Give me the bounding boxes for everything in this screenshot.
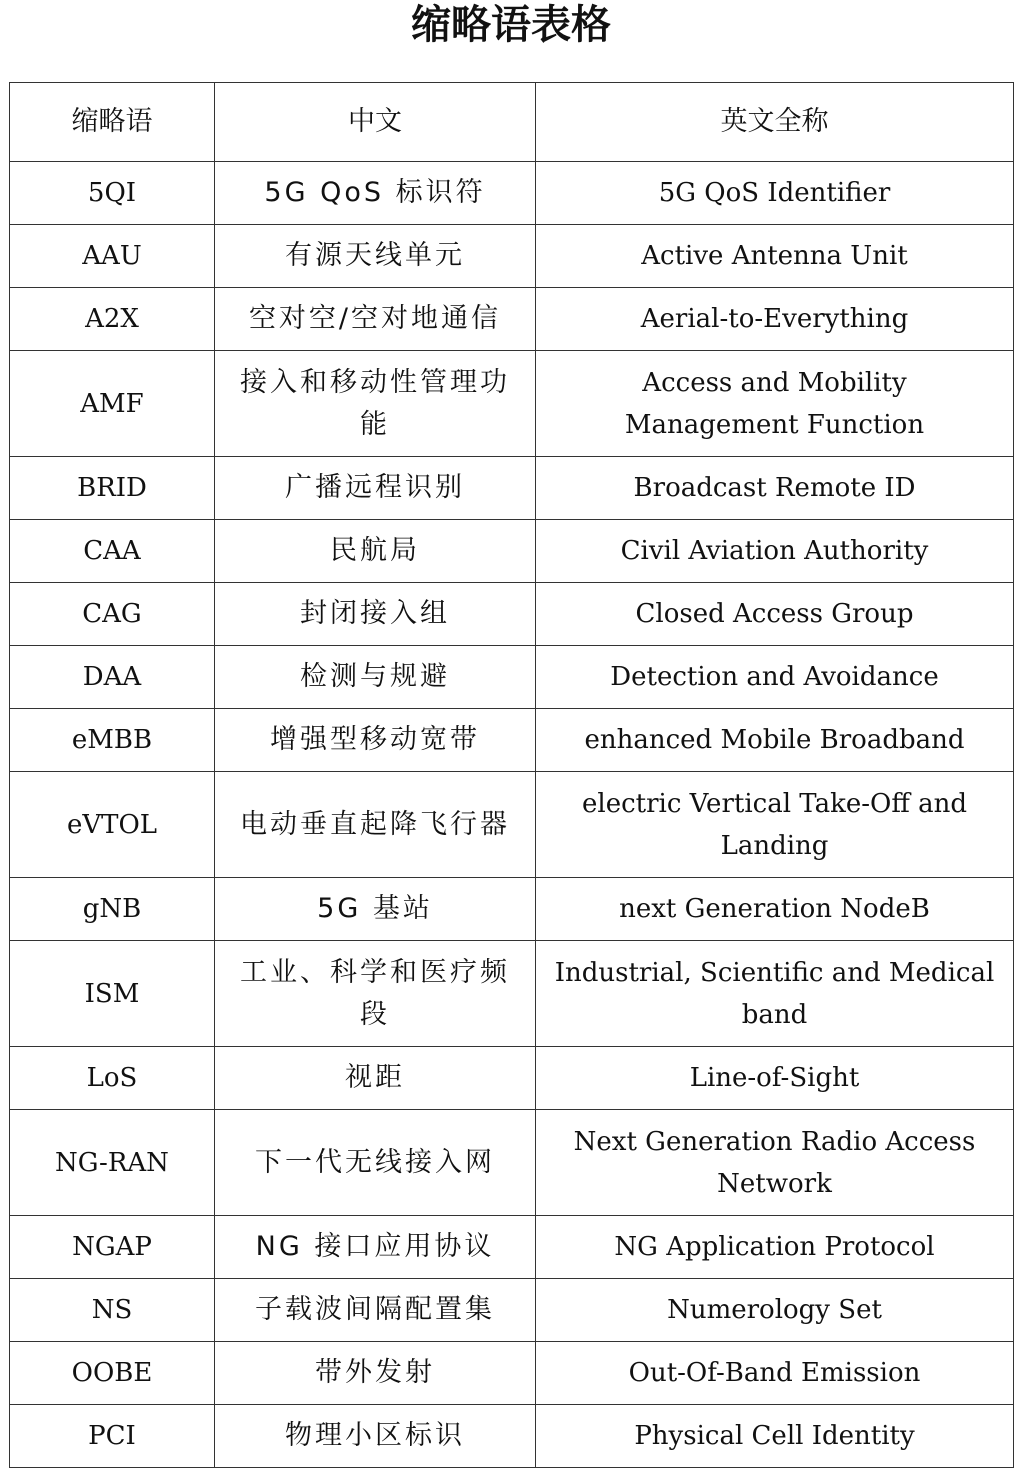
table-row bbox=[10, 1342, 1014, 1405]
table-row bbox=[10, 1110, 1014, 1216]
english-cell: Physical Cell Identity bbox=[536, 1405, 1014, 1468]
table-row bbox=[10, 878, 1014, 941]
english-cell: Active Antenna Unit bbox=[536, 225, 1014, 288]
table-row bbox=[10, 1405, 1014, 1468]
chinese-cell: 接入和移动性管理功能 bbox=[215, 351, 536, 457]
chinese-cell: 带外发射 bbox=[215, 1342, 536, 1405]
table-row bbox=[10, 288, 1014, 351]
english-cell: NG Application Protocol bbox=[536, 1216, 1014, 1279]
abbr-cell: AAU bbox=[10, 225, 215, 288]
table-row bbox=[10, 225, 1014, 288]
chinese-cell: 广播远程识别 bbox=[215, 457, 536, 520]
table-row bbox=[10, 583, 1014, 646]
chinese-cell: 电动垂直起降飞行器 bbox=[215, 772, 536, 878]
table-row bbox=[10, 1279, 1014, 1342]
english-cell: Access and Mobility Management Function bbox=[536, 351, 1014, 457]
english-cell: Aerial-to-Everything bbox=[536, 288, 1014, 351]
table-row bbox=[10, 941, 1014, 1047]
abbr-cell: BRID bbox=[10, 457, 215, 520]
english-cell: Detection and Avoidance bbox=[536, 646, 1014, 709]
english-cell: next Generation NodeB bbox=[536, 878, 1014, 941]
table-row bbox=[10, 162, 1014, 225]
chinese-cell: 增强型移动宽带 bbox=[215, 709, 536, 772]
chinese-cell: 物理小区标识 bbox=[215, 1405, 536, 1468]
abbr-cell: AMF bbox=[10, 351, 215, 457]
chinese-cell: 下一代无线接入网 bbox=[215, 1110, 536, 1216]
table-header-row bbox=[10, 83, 1014, 162]
abbr-cell: A2X bbox=[10, 288, 215, 351]
abbr-cell: eVTOL bbox=[10, 772, 215, 878]
chinese-cell: 空对空/空对地通信 bbox=[215, 288, 536, 351]
chinese-cell: 工业、科学和医疗频段 bbox=[215, 941, 536, 1047]
english-cell: 5G QoS Identifier bbox=[536, 162, 1014, 225]
english-cell: Next Generation Radio Access Network bbox=[536, 1110, 1014, 1216]
table-row bbox=[10, 709, 1014, 772]
abbr-cell: NGAP bbox=[10, 1216, 215, 1279]
page-title: 缩略语表格 bbox=[411, 2, 611, 48]
abbr-cell: PCI bbox=[10, 1405, 215, 1468]
chinese-cell: 民航局 bbox=[215, 520, 536, 583]
chinese-cell: 5G 基站 bbox=[215, 878, 536, 941]
english-cell: Out-Of-Band Emission bbox=[536, 1342, 1014, 1405]
table-row bbox=[10, 351, 1014, 457]
abbr-cell: NS bbox=[10, 1279, 215, 1342]
abbr-cell: gNB bbox=[10, 878, 215, 941]
chinese-cell: 检测与规避 bbox=[215, 646, 536, 709]
english-cell: enhanced Mobile Broadband bbox=[536, 709, 1014, 772]
chinese-cell: NG 接口应用协议 bbox=[215, 1216, 536, 1279]
header-english: 英文全称 bbox=[536, 83, 1014, 162]
abbr-cell: CAG bbox=[10, 583, 215, 646]
english-cell: Civil Aviation Authority bbox=[536, 520, 1014, 583]
english-cell: electric Vertical Take-Off and Landing bbox=[536, 772, 1014, 878]
chinese-cell: 封闭接入组 bbox=[215, 583, 536, 646]
abbr-cell: eMBB bbox=[10, 709, 215, 772]
abbr-cell: ISM bbox=[10, 941, 215, 1047]
chinese-cell: 有源天线单元 bbox=[215, 225, 536, 288]
abbr-cell: NG-RAN bbox=[10, 1110, 215, 1216]
chinese-cell: 子载波间隔配置集 bbox=[215, 1279, 536, 1342]
header-abbr: 缩略语 bbox=[10, 83, 215, 162]
table-row bbox=[10, 646, 1014, 709]
table-row bbox=[10, 1047, 1014, 1110]
chinese-cell: 视距 bbox=[215, 1047, 536, 1110]
table-row bbox=[10, 520, 1014, 583]
english-cell: Numerology Set bbox=[536, 1279, 1014, 1342]
english-cell: Broadcast Remote ID bbox=[536, 457, 1014, 520]
abbr-cell: CAA bbox=[10, 520, 215, 583]
chinese-cell: 5G QoS 标识符 bbox=[215, 162, 536, 225]
abbr-cell: DAA bbox=[10, 646, 215, 709]
english-cell: Line-of-Sight bbox=[536, 1047, 1014, 1110]
table-row bbox=[10, 457, 1014, 520]
english-cell: Closed Access Group bbox=[536, 583, 1014, 646]
table-row bbox=[10, 1216, 1014, 1279]
abbreviation-table bbox=[9, 82, 1014, 1468]
english-cell: Industrial, Scientific and Medical band bbox=[536, 941, 1014, 1047]
abbr-cell: OOBE bbox=[10, 1342, 215, 1405]
header-chinese: 中文 bbox=[215, 83, 536, 162]
table-row bbox=[10, 772, 1014, 878]
abbr-cell: LoS bbox=[10, 1047, 215, 1110]
abbr-cell: 5QI bbox=[10, 162, 215, 225]
